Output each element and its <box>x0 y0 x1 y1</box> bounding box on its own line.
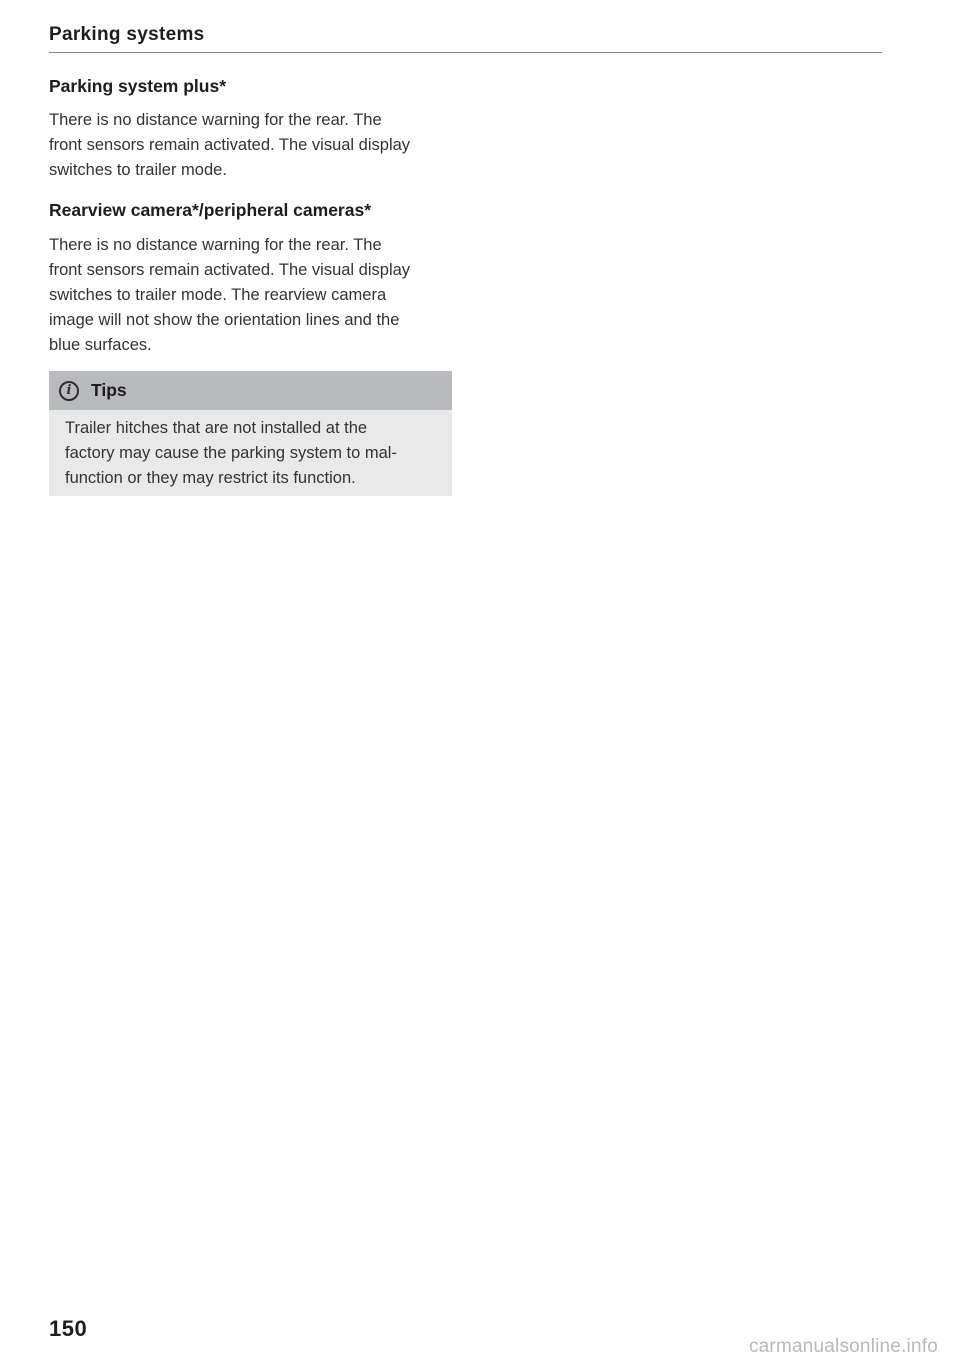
section-body <box>49 233 453 358</box>
tips-box <box>49 371 452 496</box>
section-heading: Rearview camera*/peripheral cameras* <box>49 200 372 220</box>
body-line: front sensors remain activated. The visual display <box>49 136 411 154</box>
body-line: switches to trailer mode. <box>49 161 227 179</box>
section-heading: Parking system plus* <box>49 76 227 96</box>
tips-line: function or they may restrict its function. <box>65 469 356 487</box>
info-circle-icon: i <box>59 381 79 401</box>
body-line: blue surfaces. <box>49 336 152 354</box>
section-parking-system-plus <box>49 76 453 183</box>
body-line: front sensors remain activated. The visual display <box>49 261 411 279</box>
tips-line: Trailer hitches that are not installed at the <box>65 419 368 437</box>
header-divider <box>49 52 882 53</box>
body-line: image will not show the orientation lines and the <box>49 311 400 329</box>
page-header-title: Parking systems <box>49 24 205 45</box>
section-body <box>49 108 453 183</box>
section-rearview-camera <box>49 200 453 358</box>
tips-line: factory may cause the parking system to mal- <box>65 444 397 462</box>
tips-title: Tips <box>91 380 127 400</box>
body-line: There is no distance warning for the rear. The <box>49 111 382 129</box>
tips-body <box>49 410 452 496</box>
page-number: 150 <box>49 1316 88 1341</box>
body-line: switches to trailer mode. The rearview camera <box>49 286 387 304</box>
watermark-link[interactable]: carmanualsonline.info <box>748 1336 938 1357</box>
tips-header <box>49 371 452 410</box>
body-line: There is no distance warning for the rear. The <box>49 236 382 254</box>
